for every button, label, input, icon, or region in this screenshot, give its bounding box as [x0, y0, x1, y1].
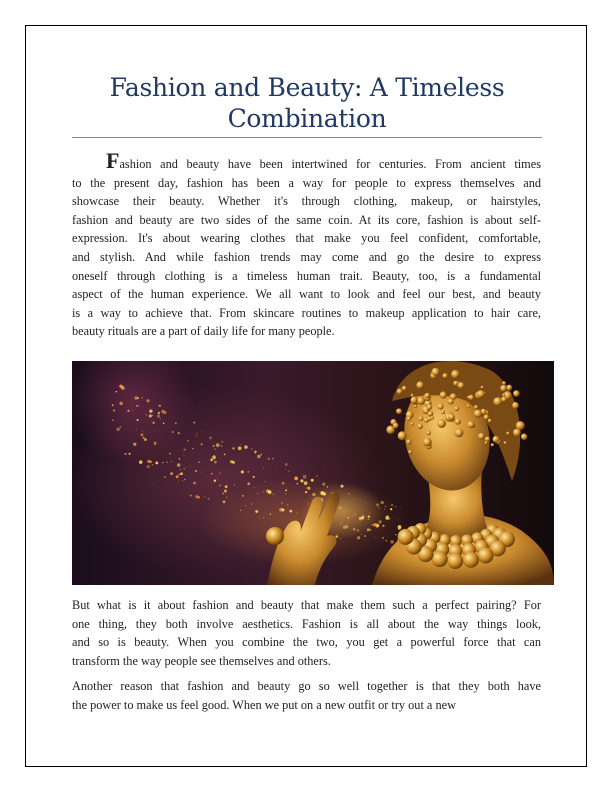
text-line: [72, 192, 541, 211]
text-line: [72, 633, 541, 652]
text-line: [72, 211, 541, 230]
text-line-content: fashion and beauty are two sides of the same coin. At its core, fashion is about self-: [72, 212, 541, 227]
drop-cap: F: [106, 148, 120, 173]
text-line: [72, 615, 541, 634]
text-line-content: oneself through clothing is a timeless human trait. Beauty, too, is a fundamental: [72, 268, 541, 283]
text-line-content: showcase their beauty. Whether it's through clothing, makeup, or hairstyles,: [72, 194, 541, 209]
text-line: [72, 174, 541, 193]
text-line: [72, 148, 541, 174]
text-line-content: and so is beauty. When you combine the two, you get a powerful force that can: [72, 635, 541, 650]
text-line-content: Another reason that fashion and beauty go so well together is that they both have: [72, 679, 541, 693]
text-line-content: ashion and beauty have been intertwined for centuries. From ancient times: [119, 157, 541, 171]
text-line: [72, 267, 541, 286]
text-line: [72, 248, 541, 267]
gold-woman-fashion-image: [72, 361, 554, 585]
paragraph-feel-good: [72, 677, 541, 714]
title-divider: [72, 137, 542, 138]
paragraph-intro: [72, 148, 541, 341]
text-line-content: beauty rituals are a part of daily life for many people.: [72, 324, 335, 339]
text-line: [72, 677, 541, 696]
document-title: Fashion and Beauty: A Timeless Combination: [109, 73, 505, 133]
text-line: [72, 285, 541, 304]
paragraph-aesthetics: [72, 596, 541, 670]
hero-illustration: [72, 361, 554, 585]
text-line: [72, 304, 541, 323]
text-line: [72, 652, 541, 671]
text-line-content: and stylish. And while fashion trends may come and go the desire to express: [72, 249, 541, 264]
text-line: [72, 696, 541, 715]
text-line-content: to the present day, fashion has been a way for people to express themselves and: [72, 175, 541, 190]
text-line: [72, 229, 541, 248]
text-line-content: the power to make us feel good. When we put on a new outfit or try out a new: [72, 697, 456, 712]
text-line: [72, 596, 541, 615]
text-line-content: But what is it about fashion and beauty that make them such a perfect pairing? For: [72, 598, 541, 612]
text-line: [72, 322, 541, 341]
text-line-content: aspect of the human experience. We all want to look and feel our best, and beauty: [72, 287, 541, 302]
text-line-content: transform the way people see themselves and others.: [72, 653, 331, 668]
text-line-content: one thing, they both involve aesthetics. Fashion is all about the way things look,: [72, 616, 541, 631]
text-line-content: expression. It's about wearing clothes that make you feel confident, comfortable,: [72, 231, 541, 246]
gold-sparkles: [112, 384, 402, 549]
text-line-content: is a way to achieve that. From skincare routines to makeup application to hair care,: [72, 305, 541, 320]
